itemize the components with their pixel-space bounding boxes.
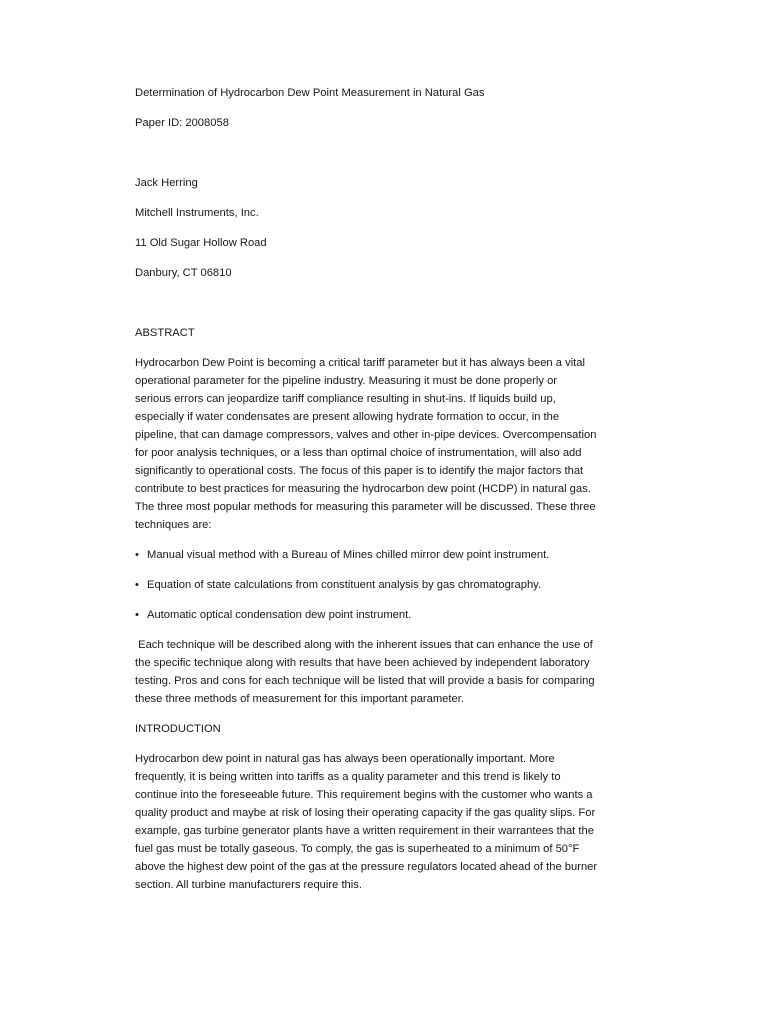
introduction-line: frequently, it is being written into tariffs as a quality parameter and this trend is likely to: [135, 771, 561, 783]
abstract-closing-paragraph: [135, 636, 635, 708]
introduction-line: fuel gas must be totally gaseous. To comply, the gas is superheated to a minimum of 50°F: [135, 843, 580, 855]
bullet-icon: •: [135, 549, 139, 561]
abstract-heading: ABSTRACT: [135, 327, 195, 339]
abstract-line: The three most popular methods for measuring this parameter will be discussed. These three: [135, 501, 596, 513]
abstract-line: especially if water condensates are present allowing hydrate formation to occur, in the: [135, 411, 560, 423]
document-body: [135, 84, 635, 906]
introduction-line: section. All turbine manufacturers require this.: [135, 879, 362, 891]
paper-id: Paper ID: 2008058: [135, 117, 229, 129]
bullet-text: Manual visual method with a Bureau of Mines chilled mirror dew point instrument.: [147, 549, 550, 561]
author-city: Danbury, CT 06810: [135, 267, 232, 279]
abstract-line: contribute to best practices for measuring the hydrocarbon dew point (HCDP) in natural gas.: [135, 483, 591, 495]
abstract-closing-line: these three methods of measurement for this important parameter.: [135, 693, 464, 705]
abstract-line: Hydrocarbon Dew Point is becoming a critical tariff parameter but it has always been a vital: [135, 357, 585, 369]
abstract-line: serious errors can jeopardize tariff compliance resulting in shut-ins. If liquids build up,: [135, 393, 556, 405]
author-name: Jack Herring: [135, 177, 198, 189]
abstract-line: techniques are:: [135, 519, 212, 531]
paper-title: Determination of Hydrocarbon Dew Point Measurement in Natural Gas: [135, 87, 485, 99]
abstract-closing-line: the specific technique along with results that have been achieved by independent laboratory: [135, 657, 590, 669]
introduction-paragraph: [135, 750, 635, 894]
introduction-line: example, gas turbine generator plants have a written requirement in their warrantees that the: [135, 825, 594, 837]
abstract-line: significantly to operational costs. The focus of this paper is to identify the major factors that: [135, 465, 584, 477]
introduction-line: quality product and maybe at risk of losing their operating capacity if the gas quality slips. For: [135, 807, 596, 819]
introduction-heading: INTRODUCTION: [135, 723, 221, 735]
abstract-line: pipeline, that can damage compressors, valves and other in-pipe devices. Overcompensation: [135, 429, 597, 441]
bullet-text: Equation of state calculations from constituent analysis by gas chromatography.: [147, 579, 542, 591]
abstract-paragraph: [135, 354, 635, 534]
list-item: [135, 606, 635, 624]
author-street: 11 Old Sugar Hollow Road: [135, 237, 267, 249]
list-item: [135, 546, 635, 564]
introduction-line: continue into the foreseeable future. This requirement begins with the customer who wants a: [135, 789, 593, 801]
author-company: Mitchell Instruments, Inc.: [135, 207, 259, 219]
abstract-closing-line: testing. Pros and cons for each technique will be listed that will provide a basis for comparing: [135, 675, 595, 687]
bullet-icon: •: [135, 579, 139, 591]
list-item: [135, 576, 635, 594]
bullet-text: Automatic optical condensation dew point instrument.: [147, 609, 412, 621]
bullet-icon: •: [135, 609, 139, 621]
introduction-line: Hydrocarbon dew point in natural gas has always been operationally important. More: [135, 753, 555, 765]
abstract-line: operational parameter for the pipeline industry. Measuring it must be done properly or: [135, 375, 558, 387]
abstract-line: for poor analysis techniques, or a less than optimal choice of instrumentation, will also add: [135, 447, 582, 459]
introduction-line: above the highest dew point of the gas at the pressure regulators located ahead of the burner: [135, 861, 598, 873]
abstract-closing-line: Each technique will be described along with the inherent issues that can enhance the use of: [135, 639, 593, 651]
